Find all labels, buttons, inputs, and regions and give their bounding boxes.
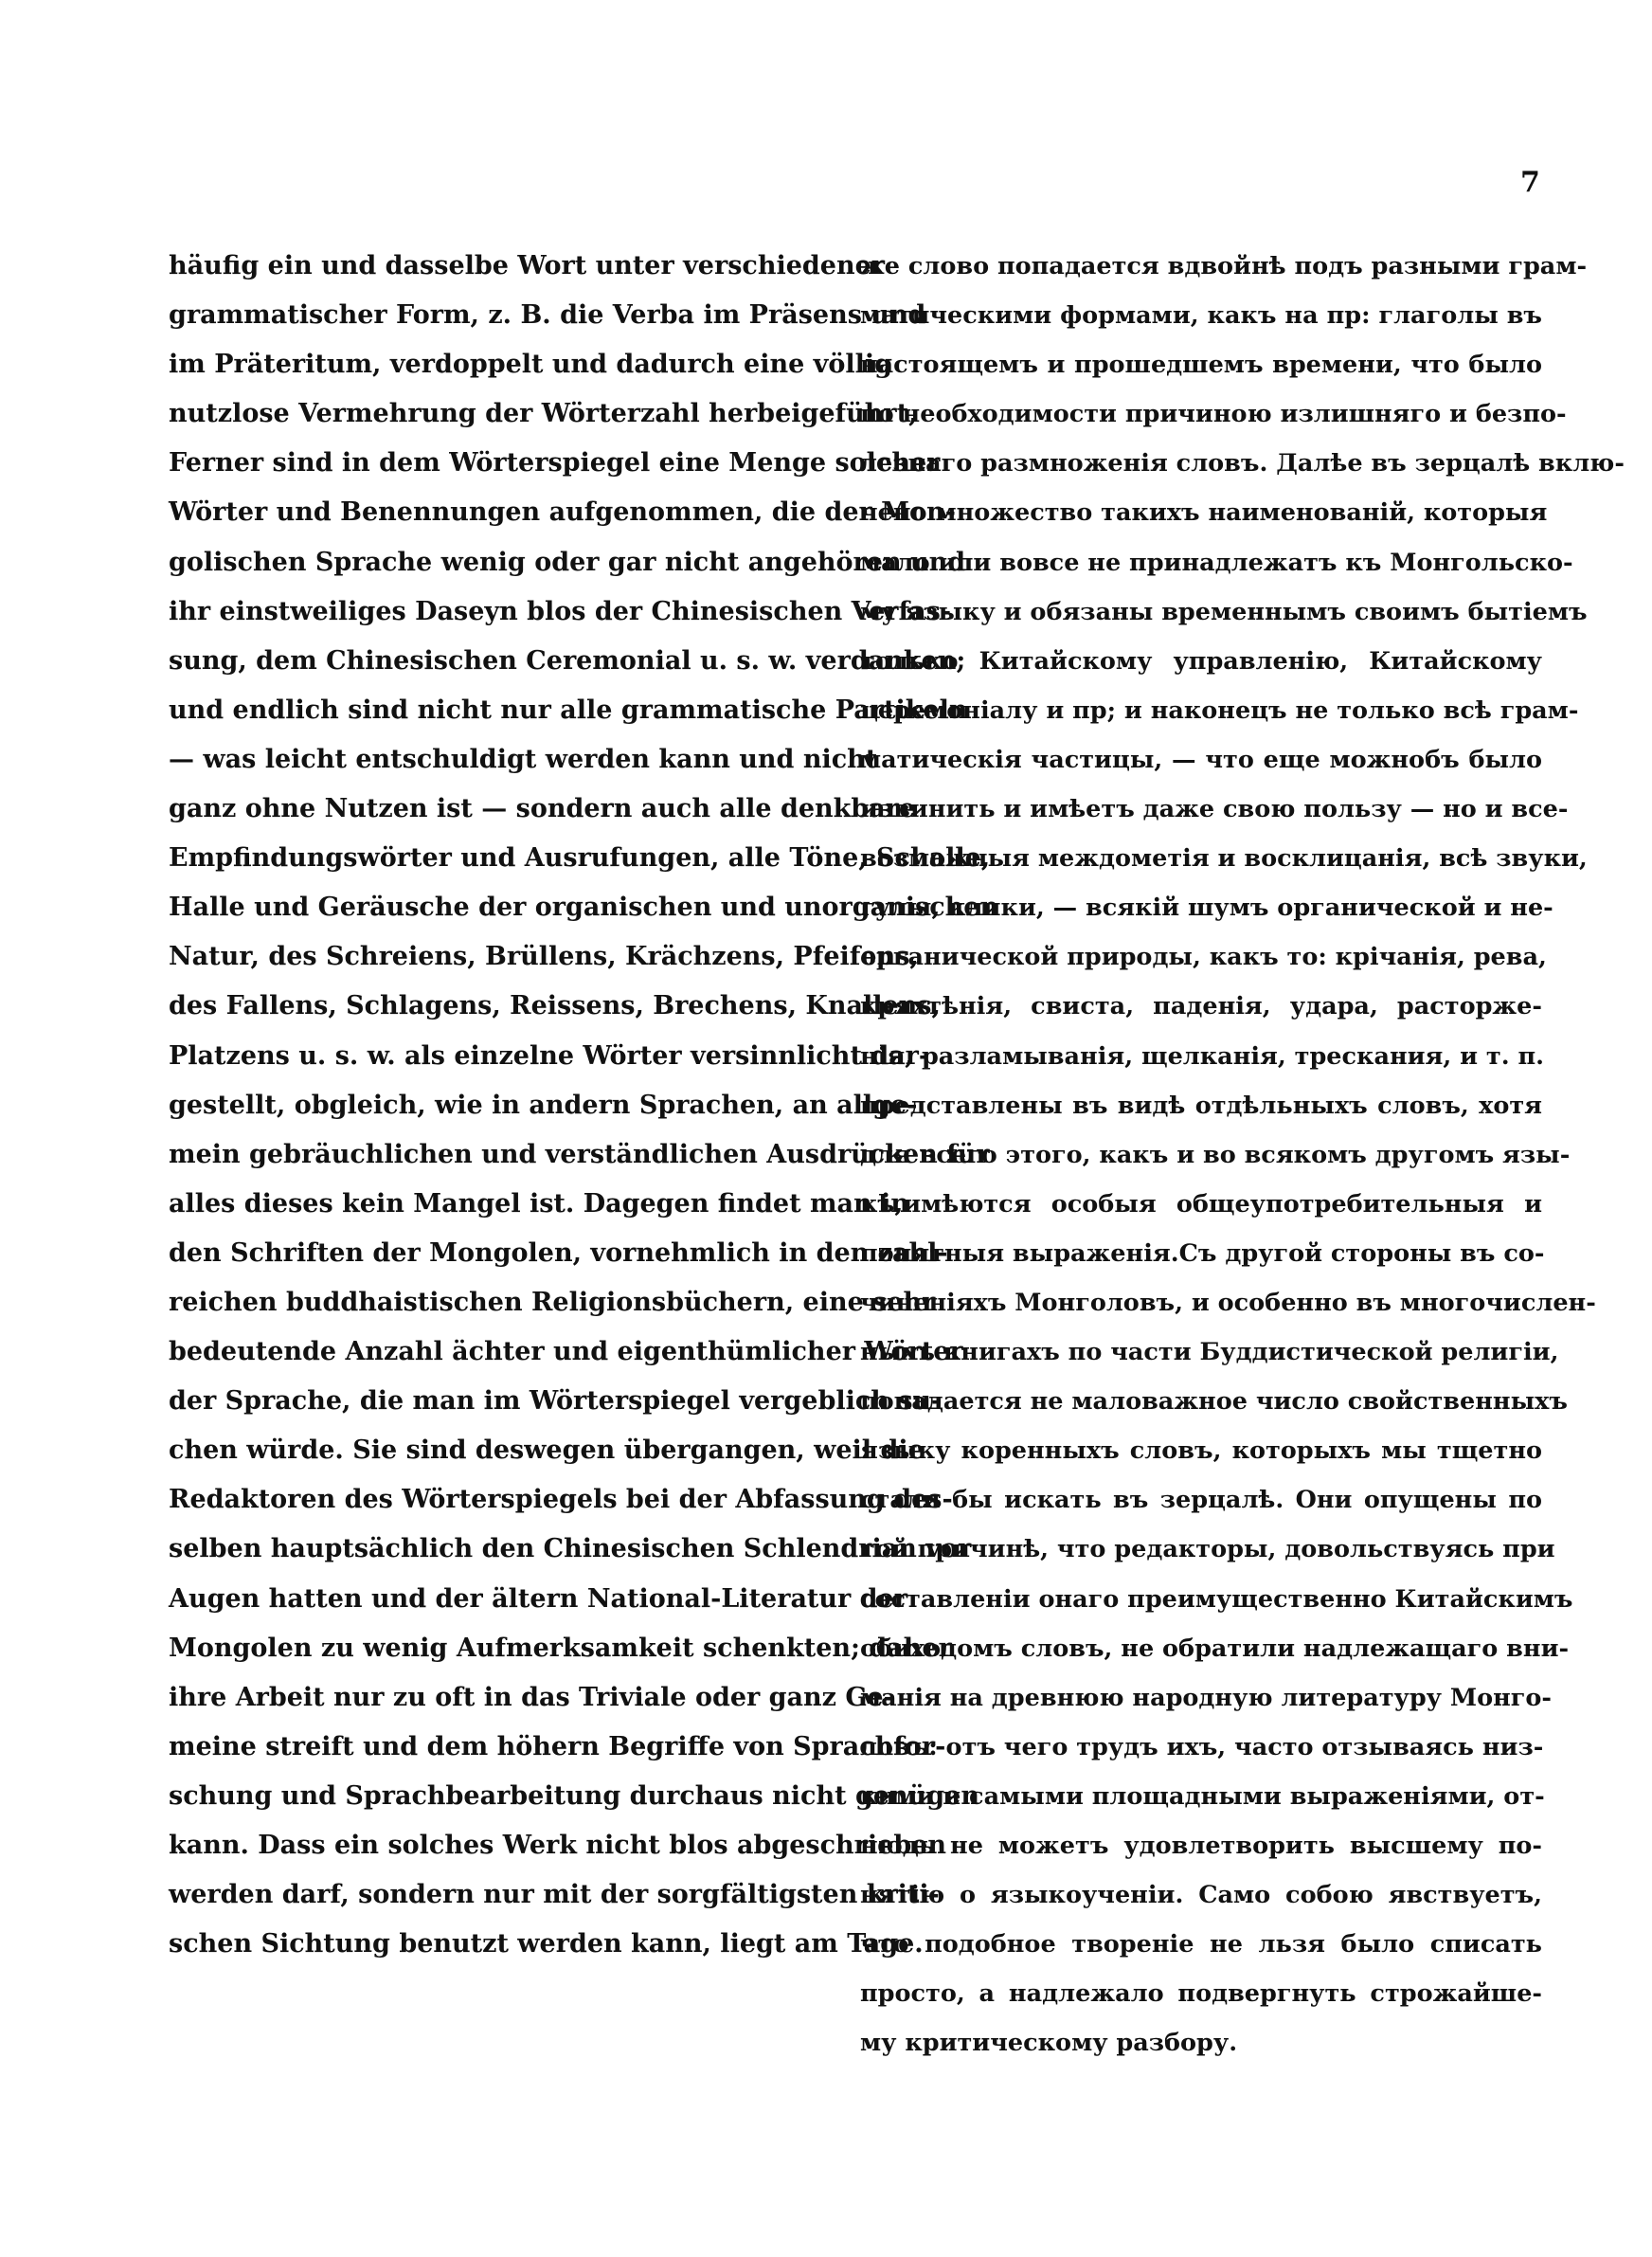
russian-text-line: по необходимости причиною излишняго и безпо- xyxy=(860,400,1567,429)
german-text-line: golischen Sprache wenig oder gar nicht angehören und xyxy=(169,547,966,577)
german-text-line: Mongolen zu wenig Aufmerksamkeit schenkten; daher xyxy=(169,1633,952,1663)
russian-text-line: кими и самыми площадными выраженіями, от- xyxy=(860,1781,1545,1811)
german-text-line: selben hauptsächlich den Chinesischen Schlendrian vor xyxy=(169,1534,972,1564)
russian-text-line: настоящемъ и прошедшемъ времени, что было xyxy=(860,351,1542,380)
russian-text-line: же слово попадается вдвойнѣ подъ разными грам- xyxy=(860,252,1588,280)
russian-text-line: той причинѣ, что редакторы, довольствуясь при xyxy=(860,1535,1555,1564)
russian-text-line: нятію о языкоученіи. Само собою явствуетъ, xyxy=(860,1881,1542,1910)
german-text-line: ihr einstweiliges Daseyn blos der Chinesischen Verfas- xyxy=(169,596,952,626)
russian-text-line: му языку и обязаны временнымъ своимъ бытіемъ xyxy=(860,597,1588,626)
russian-text-line: представлены въ видѣ отдѣльныхъ словъ, хотя xyxy=(860,1091,1542,1120)
russian-text-line: ловъ: отъ чего трудъ ихъ, часто отзываясь низ- xyxy=(860,1732,1544,1761)
russian-text-line: для всего этого, какъ и во всякомъ другомъ язы- xyxy=(860,1140,1571,1169)
russian-text-line: обиходомъ словъ, не обратили надлежащаго вни- xyxy=(860,1634,1570,1663)
russian-text-line: матическія частицы, — что еще можнобъ было xyxy=(860,745,1542,774)
russian-text-line: мало или вовсе не принадлежатъ къ Монгольско- xyxy=(860,548,1573,577)
russian-text-line: извинить и имѣетъ даже свою пользу — но и все- xyxy=(860,795,1569,824)
german-text-line: Empfindungswörter und Ausrufungen, alle Töne, Schalle, xyxy=(169,843,991,874)
german-text-line: ganz ohne Nutzen ist — sondern auch alle denkbare xyxy=(169,794,916,824)
german-text-line: Augen hatten und der ältern National-Literatur der xyxy=(169,1583,907,1614)
russian-text-line: манія на древнюю народную литературу Монго- xyxy=(860,1683,1552,1712)
german-text-line: ihre Arbeit nur zu oft in das Triviale oder ganz Ge- xyxy=(169,1682,894,1712)
russian-text-line: попадается не маловажное число свойственныхъ xyxy=(860,1387,1568,1417)
russian-text-line: понятныя выраженія.Съ другой стороны въ со- xyxy=(860,1238,1545,1268)
russian-text-line: только Китайскому управленію, Китайскому xyxy=(860,646,1542,676)
german-text-line: und endlich sind nicht nur alle grammatische Partikeln xyxy=(169,695,968,725)
german-text-line: gestellt, obgleich, wie in andern Sprachen, an allge- xyxy=(169,1090,918,1120)
russian-text-line: что подобное твореніе не льзя было списать xyxy=(860,1930,1542,1959)
russian-text-line: возможныя междометія и восклицанія, всѣ звуки, xyxy=(860,844,1588,874)
german-text-line: Wörter und Benennungen aufgenommen, die der Mon- xyxy=(169,497,956,528)
russian-text-line: нюдь не можетъ удовлетворить высшему по- xyxy=(860,1832,1542,1860)
german-text-line: meine streift und dem höhern Begriffe von Sprachfor- xyxy=(169,1731,946,1761)
russian-text-line: просто, а надлежало подвергнуть строжайше- xyxy=(860,1979,1542,2009)
german-text-line: der Sprache, die man im Wörterspiegel vergeblich su- xyxy=(169,1386,943,1417)
german-text-line: bedeutende Anzahl ächter und eigenthümlicher Wörter xyxy=(169,1337,963,1367)
russian-text-line: чиненіяхъ Монголовъ, и особенно въ многочислен- xyxy=(860,1288,1596,1317)
russian-text-line: языку коренныхъ словъ, которыхъ мы тщетно xyxy=(860,1436,1542,1466)
russian-text-line: кѣ,имѣются особыя общеупотребительныя и xyxy=(860,1189,1542,1219)
german-text-line: — was leicht entschuldigt werden kann und nicht xyxy=(169,744,878,774)
german-text-line: schen Sichtung benutzt werden kann, liegt am Tage. xyxy=(169,1929,924,1959)
german-text-line: grammatischer Form, z. B. die Verba im Präsens und xyxy=(169,300,926,331)
german-text-line: Halle und Geräusche der organischen und unorganischen xyxy=(169,893,999,923)
german-text-line: Redaktoren des Wörterspiegels bei der Abfassung des- xyxy=(169,1485,953,1515)
german-text-line: alles dieses kein Mangel ist. Dagegen findet man in xyxy=(169,1188,909,1219)
russian-text-line: гулы, клики, — всякій шумъ органической и не- xyxy=(860,894,1553,923)
german-text-column xyxy=(169,242,999,1969)
german-text-line: Natur, des Schreiens, Brüllens, Krächzens, Pfeifens, xyxy=(169,942,919,972)
russian-text-line: кряхтѣнія, свиста, паденія, удара, расторже- xyxy=(860,992,1542,1021)
german-text-line: den Schriften der Mongolen, vornehmlich in den zahl- xyxy=(169,1237,948,1268)
russian-text-line: лезнаго размноженія словъ. Далѣе въ зерцалѣ вклю- xyxy=(860,449,1625,478)
russian-text-line: ныхъ книгахъ по части Буддистической религіи, xyxy=(860,1338,1559,1367)
german-text-line: werden darf, sondern nur mit der sorgfältigsten kriti- xyxy=(169,1880,940,1910)
german-text-line: schung und Sprachbearbeitung durchaus nicht genügen xyxy=(169,1780,979,1811)
german-text-line: kann. Dass ein solches Werk nicht blos abgeschrieben xyxy=(169,1831,947,1860)
german-text-line: sung, dem Chinesischen Ceremonial u. s. w. verdanken; xyxy=(169,645,966,676)
german-text-line: Platzens u. s. w. als einzelne Wörter versinnlicht dar- xyxy=(169,1040,930,1071)
russian-text-line: матическими формами, какъ на пр: глаголы въ xyxy=(860,301,1542,331)
russian-text-line: чено множество такихъ наименованій, которыя xyxy=(860,498,1548,528)
german-text-line: des Fallens, Schlagens, Reissens, Brechens, Knallens, xyxy=(169,991,941,1021)
german-text-line: nutzlose Vermehrung der Wörterzahl herbeigeführt, xyxy=(169,399,918,429)
russian-text-line: стали бы искать въ зерцалѣ. Они опущены по xyxy=(860,1486,1542,1515)
german-text-line: im Präteritum, verdoppelt und dadurch eine völlig xyxy=(169,350,893,380)
page-number: 7 xyxy=(1520,166,1540,199)
russian-text-line: нія, разламыванія, щелканія, трескания, и т. п. xyxy=(860,1041,1545,1071)
german-text-line: chen würde. Sie sind deswegen übergangen, weil die xyxy=(169,1435,925,1466)
german-text-line: mein gebräuchlichen und verständlichen Ausdrücken für xyxy=(169,1139,990,1169)
russian-text-line: церемоніалу и пр; и наконецъ не только всѣ грам- xyxy=(860,695,1579,725)
russian-text-line: му критическому разбору. xyxy=(860,2029,1238,2058)
russian-text-line: составленіи онаго преимущественно Китайскимъ xyxy=(860,1584,1573,1614)
german-text-line: Ferner sind in dem Wörterspiegel eine Menge solcher xyxy=(169,448,941,478)
russian-text-line: органической природы, какъ то: крічанія, рева, xyxy=(860,943,1547,972)
russian-text-column xyxy=(860,242,1625,2067)
german-text-line: häufig ein und dasselbe Wort unter verschiedener xyxy=(169,251,885,280)
german-text-line: reichen buddhaistischen Religionsbüchern, eine sehr xyxy=(169,1287,936,1317)
